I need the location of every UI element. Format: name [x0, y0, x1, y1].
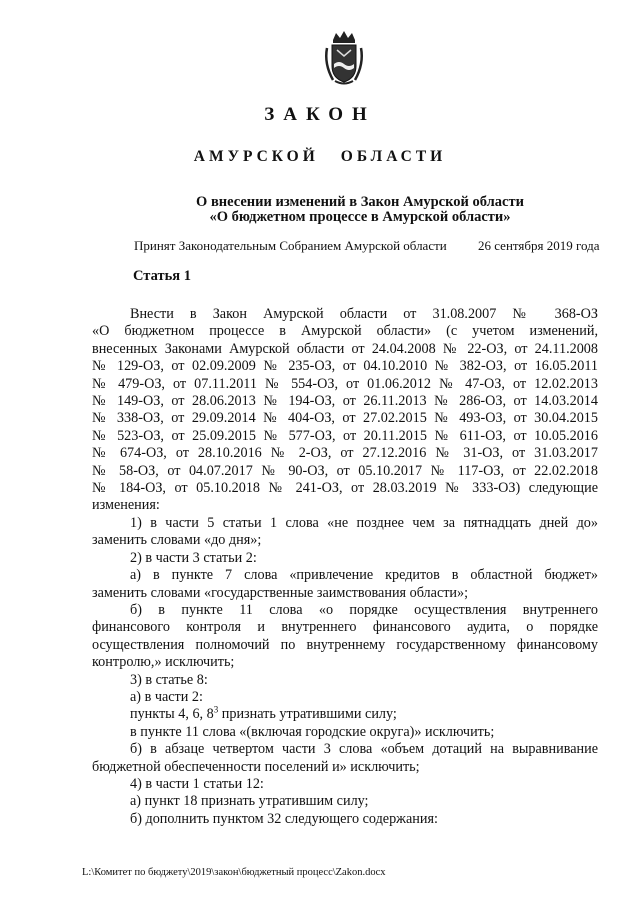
coat-of-arms-amur-region-icon	[321, 30, 367, 86]
item-1-line-2: заменить словами «до дня»;	[92, 532, 262, 549]
item-3a: а) в части 2:	[130, 688, 203, 705]
item-3a-point-1-text: пункты 4, 6, 8	[130, 706, 214, 723]
item-2: 2) в части 3 статьи 2:	[130, 549, 257, 566]
adopted-date: 26 сентября 2019 года	[478, 238, 600, 253]
file-path-footer: L:\Комитет по бюджету\2019\закон\бюджетный процесс\Zakon.docx	[82, 867, 386, 878]
law-heading	[120, 195, 600, 225]
item-3b-line-2: бюджетной обеспеченности поселений и» исключить;	[92, 758, 420, 775]
intro-line: внесенных Законами Амурской области от 24.04.2008 № 22-ОЗ, от 24.11.2008	[92, 340, 598, 357]
adopted-by-text: Принят Законодательным Собранием Амурской области	[134, 238, 447, 253]
item-2a-line-2: заменить словами «государственные заимствования области»;	[92, 584, 469, 601]
item-3b-line-1: б) в абзаце четвертом части 3 слова «объем дотаций на выравнивание	[130, 741, 598, 758]
document-title: ЗАКОН	[264, 104, 376, 125]
subtitle-word-region: ОБЛАСТИ	[340, 148, 447, 165]
intro-line: «О бюджетном процессе в Амурской области» (с учетом изменений,	[92, 323, 598, 340]
intro-line: № 129-ОЗ, от 02.09.2009 № 235-ОЗ, от 04.10.2010 № 382-ОЗ, от 16.05.2011	[92, 358, 598, 375]
item-4b: б) дополнить пунктом 32 следующего содержания:	[130, 810, 438, 827]
item-2a-line-1: а) в пункте 7 слова «привлечение кредитов в областной бюджет»	[130, 567, 598, 584]
document-subtitle	[0, 148, 640, 166]
item-3a-point-1	[92, 706, 598, 723]
item-2b-line-2: финансового контроля и внутреннего финансового аудита, о порядке	[92, 619, 598, 636]
intro-line: № 479-ОЗ, от 07.11.2011 № 554-ОЗ, от 01.06.2012 № 47-ОЗ, от 12.02.2013	[92, 375, 598, 392]
item-3: 3) в статье 8:	[130, 671, 208, 688]
item-3a-point-1-tail: признать утратившими силу;	[218, 706, 397, 723]
intro-line: № 338-ОЗ, от 29.09.2014 № 404-ОЗ, от 27.02.2015 № 493-ОЗ, от 30.04.2015	[92, 410, 598, 427]
intro-line: № 58-ОЗ, от 04.07.2017 № 90-ОЗ, от 05.10.2017 № 117-ОЗ, от 22.02.2018	[92, 462, 598, 479]
intro-line: № 149-ОЗ, от 28.06.2013 № 194-ОЗ, от 26.11.2013 № 286-ОЗ, от 14.03.2014	[92, 393, 598, 410]
article-title: Статья 1	[133, 268, 191, 284]
item-2b-line-4: контролю,» исключить;	[92, 654, 235, 671]
intro-line: № 184-ОЗ, от 05.10.2018 № 241-ОЗ, от 28.03.2019 № 333-ОЗ) следующие	[92, 480, 598, 497]
superscript: 3	[213, 704, 219, 715]
item-2b-line-1: б) в пункте 11 слова «о порядке осуществления внутреннего	[130, 601, 598, 618]
item-1-line-1: 1) в части 5 статьи 1 слова «не позднее чем за пятнадцать дней до»	[130, 514, 598, 531]
item-3a-point-2: в пункте 11 слова «(включая городские округа)» исключить;	[130, 723, 495, 740]
intro-line: Внести в Закон Амурской области от 31.08.2007 № 368-ОЗ	[130, 306, 598, 322]
item-4a: а) пункт 18 признать утратившим силу;	[130, 793, 369, 810]
intro-line: № 674-ОЗ, от 28.10.2016 № 2-ОЗ, от 27.12.2016 № 31-ОЗ, от 31.03.2017	[92, 445, 598, 462]
subtitle-word-amur: АМУРСКОЙ	[193, 148, 319, 165]
intro-line: изменения:	[92, 497, 160, 514]
law-heading-line-2: «О бюджетном процессе в Амурской области»	[209, 209, 511, 225]
article-body	[92, 306, 598, 828]
intro-line: № 523-ОЗ, от 25.09.2015 № 577-ОЗ, от 20.11.2015 № 611-ОЗ, от 10.05.2016	[92, 427, 598, 444]
law-heading-line-1: О внесении изменений в Закон Амурской области	[196, 194, 524, 210]
item-2b-line-3: осуществления полномочий по внутреннему государственному финансовому	[92, 636, 598, 653]
item-4: 4) в части 1 статьи 12:	[130, 775, 264, 792]
